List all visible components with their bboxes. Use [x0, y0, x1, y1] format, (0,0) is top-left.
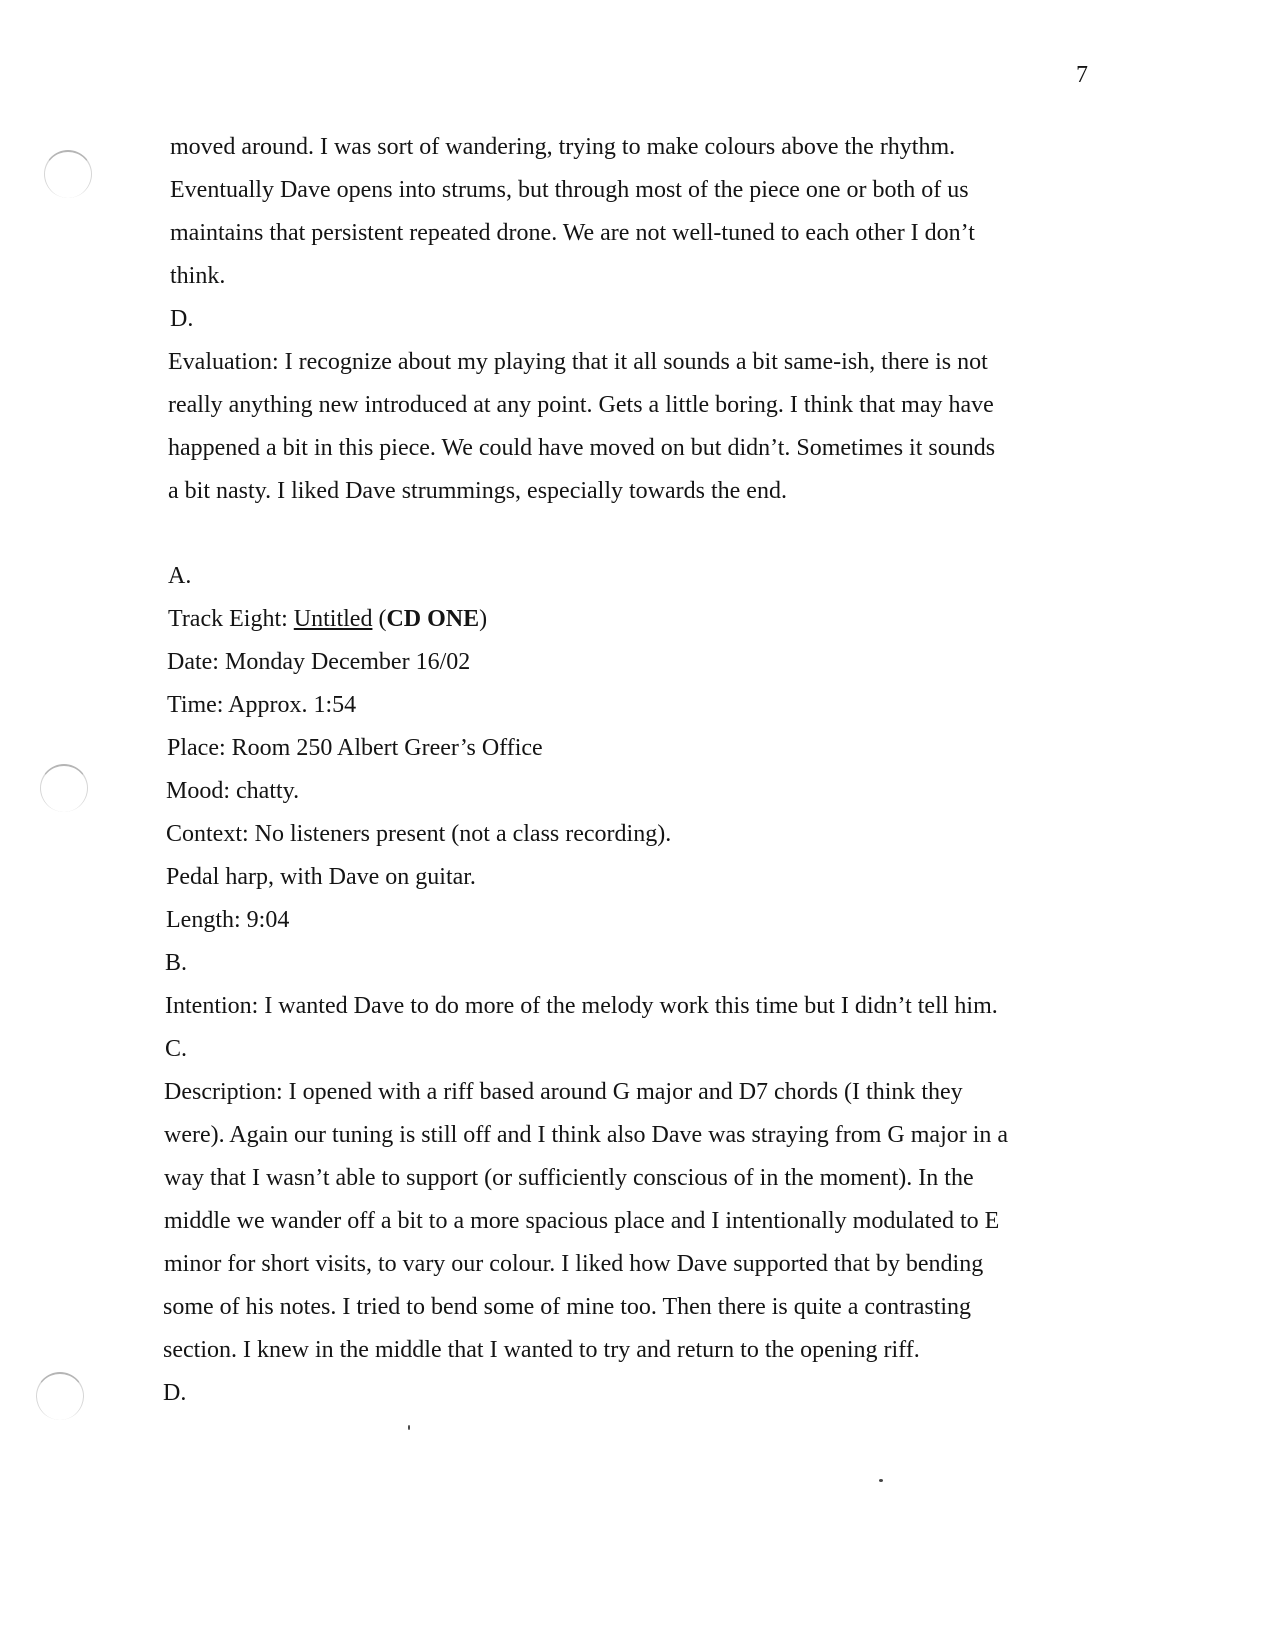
- evaluation-line: happened a bit in this piece. We could have moved on but didn’t. Sometimes it sounds: [168, 435, 996, 461]
- section-marker-d: D.: [170, 306, 194, 332]
- description-line: Description: I opened with a riff based around G major and D7 chords (I think they: [164, 1079, 963, 1105]
- punch-hole: [40, 764, 88, 812]
- track-length: Length: 9:04: [166, 907, 290, 933]
- track-place: Place: Room 250 Albert Greer’s Office: [167, 735, 543, 761]
- cd-label: CD ONE: [386, 606, 480, 632]
- evaluation-line: really anything new introduced at any point. Gets a little boring. I think that may have: [168, 392, 994, 418]
- track-instruments: Pedal harp, with Dave on guitar.: [166, 864, 476, 890]
- section-marker-d: D.: [163, 1380, 187, 1406]
- section-marker-b: B.: [165, 950, 188, 976]
- description-line: were). Again our tuning is still off and I think also Dave was straying from G major in a: [164, 1122, 1009, 1148]
- evaluation-line: Evaluation: I recognize about my playing that it all sounds a bit same-ish, there is not: [168, 349, 988, 375]
- track-prefix: Track Eight:: [168, 606, 294, 632]
- cd-paren-close: ): [479, 606, 488, 632]
- track-context: Context: No listeners present (not a class recording).: [166, 821, 672, 847]
- page-number: 7: [1076, 62, 1088, 88]
- track-title: Untitled: [293, 606, 373, 632]
- description-line: way that I wasn’t able to support (or sufficiently conscious of in the moment). In the: [164, 1165, 974, 1191]
- description-line: section. I knew in the middle that I wanted to try and return to the opening riff.: [163, 1337, 920, 1363]
- track-intention: Intention: I wanted Dave to do more of the melody work this time but I didn’t tell him.: [165, 993, 998, 1019]
- description-continued-line: moved around. I was sort of wandering, trying to make colours above the rhythm.: [170, 134, 956, 160]
- description-line: middle we wander off a bit to a more spacious place and I intentionally modulated to E: [164, 1208, 1000, 1234]
- section-marker-c: C.: [165, 1036, 188, 1062]
- track-time: Time: Approx. 1:54: [167, 692, 357, 718]
- track-date: Date: Monday December 16/02: [167, 649, 471, 675]
- description-line: some of his notes. I tried to bend some of mine too. Then there is quite a contrasting: [163, 1294, 972, 1320]
- description-continued-line: maintains that persistent repeated drone. We are not well-tuned to each other I don’t: [170, 220, 975, 246]
- track-mood: Mood: chatty.: [166, 778, 300, 804]
- cd-paren-open: (: [372, 606, 387, 632]
- scan-speck: [408, 1425, 410, 1430]
- scan-speck: [879, 1479, 883, 1482]
- punch-hole: [36, 1372, 84, 1420]
- evaluation-line: a bit nasty. I liked Dave strummings, especially towards the end.: [168, 478, 787, 504]
- description-continued-line: Eventually Dave opens into strums, but through most of the piece one or both of us: [170, 177, 969, 203]
- description-continued-line: think.: [170, 263, 226, 289]
- section-marker-a: A.: [168, 563, 192, 589]
- description-line: minor for short visits, to vary our colour. I liked how Dave supported that by bending: [164, 1251, 984, 1277]
- track-heading: [168, 604, 487, 634]
- punch-hole: [44, 150, 92, 198]
